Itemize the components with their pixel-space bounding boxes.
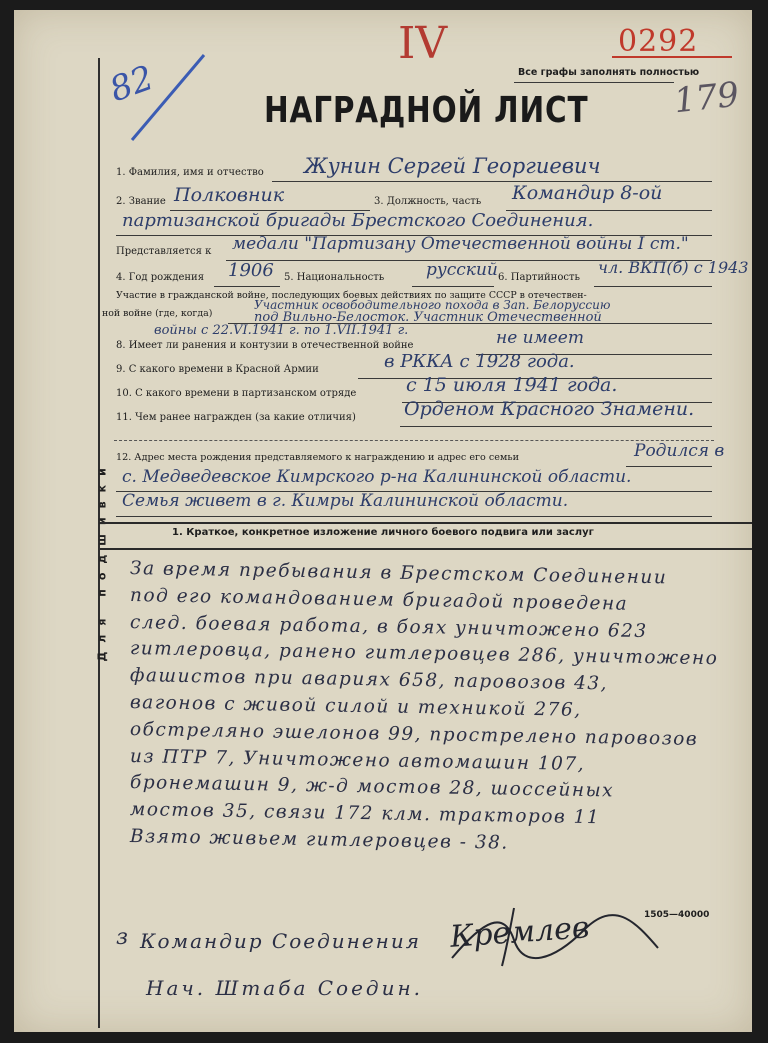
blue-number-annotation: 82 <box>104 57 159 111</box>
narrative-line: бронемашин 9, ж-д мостов 28, шоссейных <box>129 772 615 802</box>
nomination-label: Представляется к <box>116 246 212 257</box>
blue-slash-mark <box>124 50 214 150</box>
narrative-line: мостов 35, связи 172 клм. тракторов 11 <box>129 799 601 829</box>
narrative-line: фашистов при авариях 658, паровозов 43, <box>129 665 609 695</box>
field-2-value: Полковник <box>174 184 285 206</box>
field-6-value: чл. ВКП(б) с 1943 <box>598 258 749 277</box>
instruction-text: Все графы заполнять полностью <box>518 67 700 78</box>
narrative-line: из ПТР 7, Уничтожено автомашин 107, <box>129 745 586 775</box>
narrative-line: За время пребывания в Брестском Соединении <box>129 558 668 589</box>
print-code: 1505—40000 <box>644 910 710 920</box>
participation-value-a: Участник освободительного похода в Зап. Белоруссию <box>254 298 611 312</box>
field-12-value-c: Семья живет в г. Кимры Калининской области. <box>122 491 569 511</box>
separator-dashed <box>114 440 714 441</box>
award-sheet <box>14 10 752 1032</box>
field-4-label: 4. Год рождения <box>116 272 205 283</box>
field-8-label: 8. Имеет ли ранения и контузии в отечественной войне <box>116 340 414 351</box>
commander-title: Командир Соединения <box>140 929 421 953</box>
field-5-value: русский <box>426 260 498 280</box>
field-8-value: не имеет <box>496 328 584 348</box>
commander-signature: Кремлев <box>448 910 591 955</box>
field-3-value-a: Командир 8-ой <box>512 182 663 204</box>
instruction-rule <box>514 82 674 83</box>
signature-flourish <box>444 900 664 970</box>
field-2-label: 2. Звание <box>116 196 166 207</box>
narrative-line: след. боевая работа, в боях уничтожено 623 <box>129 611 648 642</box>
narrative-line: гитлеровца, ранено гитлеровцев 286, уничтожено <box>129 638 719 670</box>
commander-prefix: з <box>116 925 128 950</box>
field-9-value: в РККА с 1928 года. <box>384 351 575 372</box>
nomination-value: медали "Партизану Отечественной войны I ст." <box>232 234 689 254</box>
red-roman-annotation: IV <box>398 18 448 69</box>
field-10-label: 10. С какого времени в партизанском отряде <box>116 388 357 399</box>
narrative-text <box>129 556 750 854</box>
narrative-line: Взято живьем гитлеровцев - 38. <box>129 825 509 854</box>
narrative-line: под его командованием бригадой проведена <box>129 584 629 615</box>
field-12-value-a: Родился в <box>634 441 725 461</box>
field-11-label: 11. Чем ранее награжден (за какие отличия) <box>116 412 356 423</box>
field-11-value: Орденом Красного Знамени. <box>404 398 695 420</box>
section-rule-top <box>100 522 752 524</box>
pencil-number-annotation: 179 <box>672 74 741 122</box>
field-9-label: 9. С какого времени в Красной Армии <box>116 364 319 375</box>
page-title: НАГРАДНОЙ ЛИСТ <box>264 90 589 131</box>
field-3-value-b: партизанской бригады Брестского Соединения. <box>122 210 594 231</box>
field-10-value: с 15 июля 1941 года. <box>406 374 618 396</box>
participation-value-c: войны с 22.VI.1941 г. по 1.VII.1941 г. <box>154 323 409 338</box>
margin-note: Для подшивки <box>95 459 109 662</box>
narrative-line: обстреляно эшелонов 99, прострелено паровозов <box>129 718 699 750</box>
field-12-label: 12. Адрес места рождения представляемого к награждению и адрес его семьи <box>116 452 519 463</box>
field-1-label: 1. Фамилия, имя и отчество <box>116 167 264 178</box>
section-rule-bottom <box>100 548 752 550</box>
field-5-label: 5. Национальность <box>284 272 385 283</box>
participation-label-b: ной войне (где, когда) <box>102 308 213 319</box>
red-number-underline <box>612 56 732 58</box>
participation-value-b: под Вильно-Белосток. Участник Отечественной <box>254 310 602 325</box>
participation-label-a: Участие в гражданской войне, последующих боевых действиях по защите СССР в отечествен- <box>116 290 587 301</box>
chief-of-staff: Нач. Штаба Соедин. <box>146 976 423 1000</box>
field-12-value-b: с. Медведевское Кимрского р-на Калининской области. <box>122 467 632 487</box>
red-number-annotation: 0292 <box>618 24 699 59</box>
field-6-label: 6. Партийность <box>498 272 580 283</box>
narrative-line: вагонов с живой силой и техникой 276, <box>129 691 582 721</box>
section-heading: 1. Краткое, конкретное изложение личного боевого подвига или заслуг <box>172 527 594 538</box>
field-3-label: 3. Должность, часть <box>374 196 482 207</box>
field-4-value: 1906 <box>228 260 274 281</box>
field-1-value: Жунин Сергей Георгиевич <box>304 154 601 178</box>
